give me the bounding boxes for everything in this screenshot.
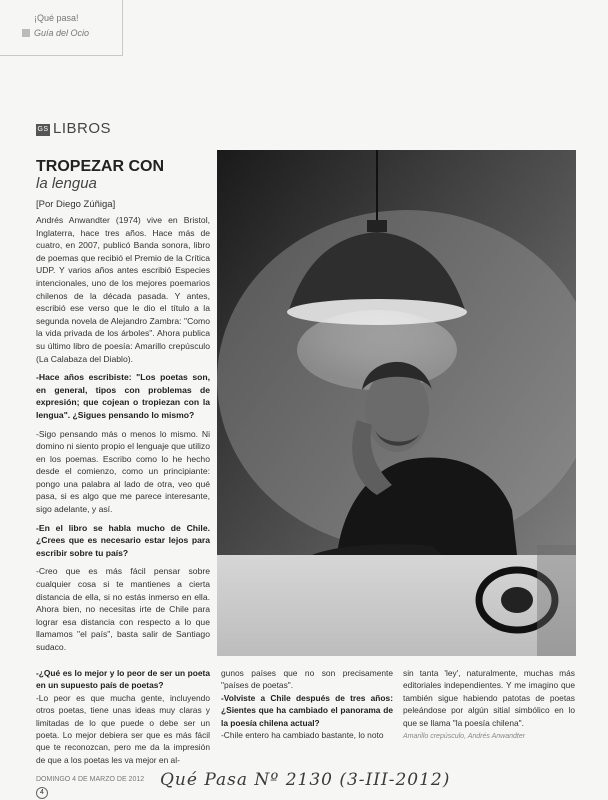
section-guide: Guía del Ocio bbox=[34, 28, 90, 38]
section-badge: GS bbox=[36, 124, 50, 136]
article-column-1-bottom bbox=[36, 667, 210, 766]
answer-4-continued: sin tanta 'ley', naturalmente, muchas más editoriales independientes. Y me imagino que también sigue habiendo patotas de poetas peleándose por algún sitial simbólico en lo que se llama "la poesía chilena". bbox=[403, 668, 575, 728]
magazine-name: ¡Qué pasa! bbox=[34, 13, 79, 23]
answer-1: -Sigo pensando más o menos lo mismo. Ni domino ni siento propio el lenguaje que utilizo en los poemas. Escribo como lo he hecho desde el comienzo, como un principiante: pongo una palabra al lado de otra, veo qué pasa, si es algo que me parece interesante, sigo adelante, y así. bbox=[36, 428, 210, 515]
answer-3-continued: gunos países que no son precisamente "países de poetas". bbox=[221, 668, 393, 691]
answer-2: -Creo que es más fácil pensar sobre cualquier cosa si te mantienes a cierta distancia de ella, si no estás inmerso en ella. Ahora bien, no necesitas irte de Chile para lograr esa distancia con respecto a lo que llamamos "el país", basta salir de Santiago sudaco. bbox=[36, 566, 210, 652]
square-icon bbox=[22, 29, 30, 37]
question-3: -¿Qué es lo mejor y lo peor de ser un poeta en un supuesto país de poetas? bbox=[36, 668, 210, 691]
question-1: -Hace años escribiste: "Los poetas son, en general, tipos con problemas de expresión; que cojean o tropiezan con la lengua". ¿Sigues pensando lo mismo? bbox=[36, 372, 210, 420]
article-column-1 bbox=[36, 214, 210, 660]
question-2: -En el libro se habla mucho de Chile. ¿Crees que es necesario estar lejos para escribir sobre tu país? bbox=[36, 522, 210, 558]
article-title: TROPEZAR CON bbox=[36, 158, 164, 175]
section-label: LIBROS bbox=[53, 120, 112, 137]
answer-4: -Chile entero ha cambiado bastante, lo noto bbox=[221, 730, 384, 741]
article-column-2 bbox=[221, 667, 393, 741]
answer-3: -Lo peor es que mucha gente, incluyendo otros poetas, tiene unas ideas muy claras y limitadas de lo que puede o debe ser un poeta. Lo mejor debiera ser que es más fácil que te reconozcan, pero me da la impresión de que a los poetas les va mejor en al- bbox=[36, 692, 210, 765]
article-subtitle: la lengua bbox=[36, 175, 97, 192]
page-footer-line: DOMINGO 4 DE MARZO DE 2012 bbox=[36, 776, 145, 783]
article-byline: [Por Diego Zúñiga] bbox=[36, 199, 116, 210]
book-credit: Amarillo crepúsculo, Andrés Anwandter bbox=[403, 733, 526, 741]
question-4: -Volviste a Chile después de tres años: ¿Sientes que ha cambiado el panorama de la poesía chilena actual? bbox=[221, 692, 393, 728]
page-number: 4 bbox=[36, 787, 48, 799]
header-corner-box bbox=[0, 0, 123, 56]
author-photo bbox=[217, 150, 576, 656]
section-header bbox=[36, 120, 111, 137]
article-column-3 bbox=[403, 667, 575, 743]
intro-paragraph: Andrés Anwandter (1974) vive en Bristol, Inglaterra, hace tres años. Hace más de cuatro, en 2007, publicó Banda sonora, libro de poemas que recibió el Premio de la Crítica UDP. Y varios años antes escribió Especies intencionales, uno de los mejores poemarios chilenos de la década pasada. Y antes, escribió ese verso que le dio el título a la segunda novela de Alejandro Zambra: "Como la vida privada de los árboles". Ahora publica su último libro de poesía: Amarillo crepúsculo (La Calabaza del Diablo). bbox=[36, 215, 210, 364]
handwritten-annotation: Qué Pasa Nº 2130 (3-III-2012) bbox=[160, 770, 451, 790]
